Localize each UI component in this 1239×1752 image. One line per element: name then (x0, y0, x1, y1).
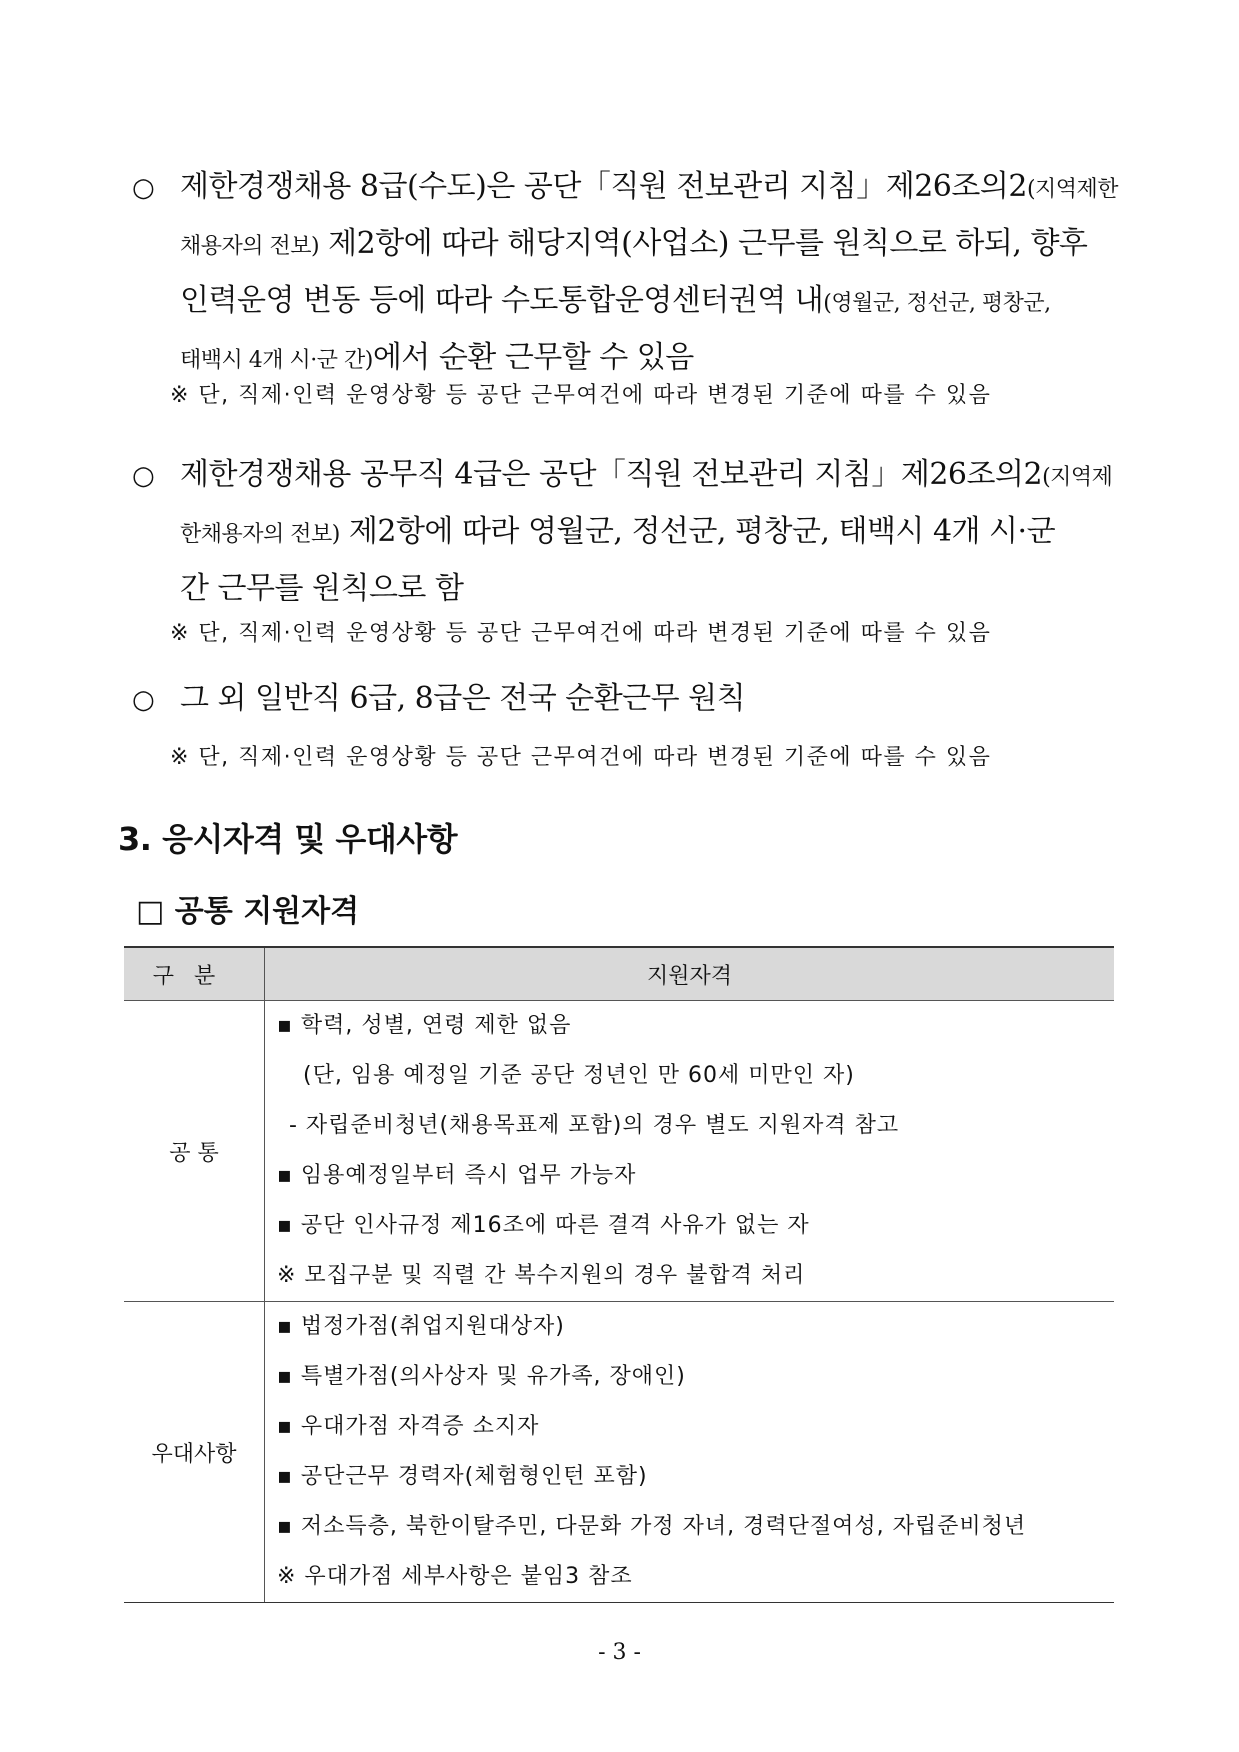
row-category: 공 통 (124, 1001, 265, 1302)
list-item: ▪ 공단근무 경력자(체험형인턴 포함) (277, 1464, 648, 1489)
table-row (124, 1302, 1114, 1603)
paragraph-transfer-8th-grade (132, 160, 1132, 388)
row-items (265, 1001, 1115, 1302)
list-item: ▪ 우대가점 자격증 소지자 (277, 1414, 540, 1439)
list-item: ▪ 학력, 성별, 연령 제한 없음 (277, 1013, 572, 1038)
list-item: (단, 임용 예정일 기준 공단 정년인 만 60세 미만인 자) (303, 1063, 855, 1088)
row-items (265, 1302, 1115, 1603)
paragraph-line: 채용자의 전보) 제2항에 따라 해당지역(사업소) 근무를 원칙으로 하되, 향후 (180, 226, 1088, 261)
paragraph-line: ○ 제한경쟁채용 공무직 4급은 공단「직원 전보관리 지침」제26조의2(지역제 (132, 448, 1132, 505)
paragraph-line: 간 근무를 원칙으로 함 (180, 571, 464, 606)
list-item: - 자립준비청년(채용목표제 포함)의 경우 별도 지원자격 참고 (289, 1113, 900, 1138)
circle-bullet-icon: ○ (132, 461, 155, 491)
paragraph-general-rotation (132, 672, 1132, 727)
header-category: 구분 (124, 947, 265, 1001)
paragraph-transfer-public-service (132, 448, 1132, 616)
paragraph-line: ○ 제한경쟁채용 8급(수도)은 공단「직원 전보관리 지침」제26조의2(지역제한 (132, 160, 1132, 217)
table-header-row (124, 947, 1114, 1001)
list-item: ▪ 법정가점(취업지원대상자) (277, 1314, 565, 1339)
circle-bullet-icon: ○ (132, 173, 155, 203)
note-text: ※ 단, 직제·인력 운영상황 등 공단 근무여건에 따라 변경된 기준에 따를 수 있음 (170, 745, 992, 770)
header-qualification: 지원자격 (265, 947, 1115, 1001)
paragraph-line: 한채용자의 전보) 제2항에 따라 영월군, 정선군, 평창군, 태백시 4개 시·군 (180, 514, 1056, 549)
table-row (124, 1001, 1114, 1302)
paragraph-line: 태백시 4개 시·군 간)에서 순환 근무할 수 있음 (180, 340, 694, 375)
paragraph-line: ○ 그 외 일반직 6급, 8급은 전국 순환근무 원칙 (132, 672, 1132, 727)
sub-title: □ 공통 지원자격 (136, 894, 360, 929)
paragraph-line: 인력운영 변동 등에 따라 수도통합운영센터권역 내(영월군, 정선군, 평창군, (180, 283, 1051, 318)
section-title: 3. 응시자격 및 우대사항 (118, 820, 458, 858)
list-item: ▪ 공단 인사규정 제16조에 따른 결격 사유가 없는 자 (277, 1213, 810, 1238)
note-text: ※ 단, 직제·인력 운영상황 등 공단 근무여건에 따라 변경된 기준에 따를 수 있음 (170, 383, 992, 408)
note-text: ※ 단, 직제·인력 운영상황 등 공단 근무여건에 따라 변경된 기준에 따를 수 있음 (170, 621, 992, 646)
qualification-table (124, 946, 1114, 1603)
list-item: ※ 우대가점 세부사항은 붙임3 참조 (277, 1564, 633, 1589)
row-category: 우대사항 (124, 1302, 265, 1603)
circle-bullet-icon: ○ (132, 685, 155, 715)
list-item: ▪ 저소득층, 북한이탈주민, 다문화 가정 자녀, 경력단절여성, 자립준비청년 (277, 1514, 1027, 1539)
list-item: ▪ 특별가점(의사상자 및 유가족, 장애인) (277, 1364, 686, 1389)
page-number: - 3 - (598, 1640, 641, 1665)
list-item: ※ 모집구분 및 직렬 간 복수지원의 경우 불합격 처리 (277, 1263, 806, 1288)
list-item: ▪ 임용예정일부터 즉시 업무 가능자 (277, 1163, 637, 1188)
